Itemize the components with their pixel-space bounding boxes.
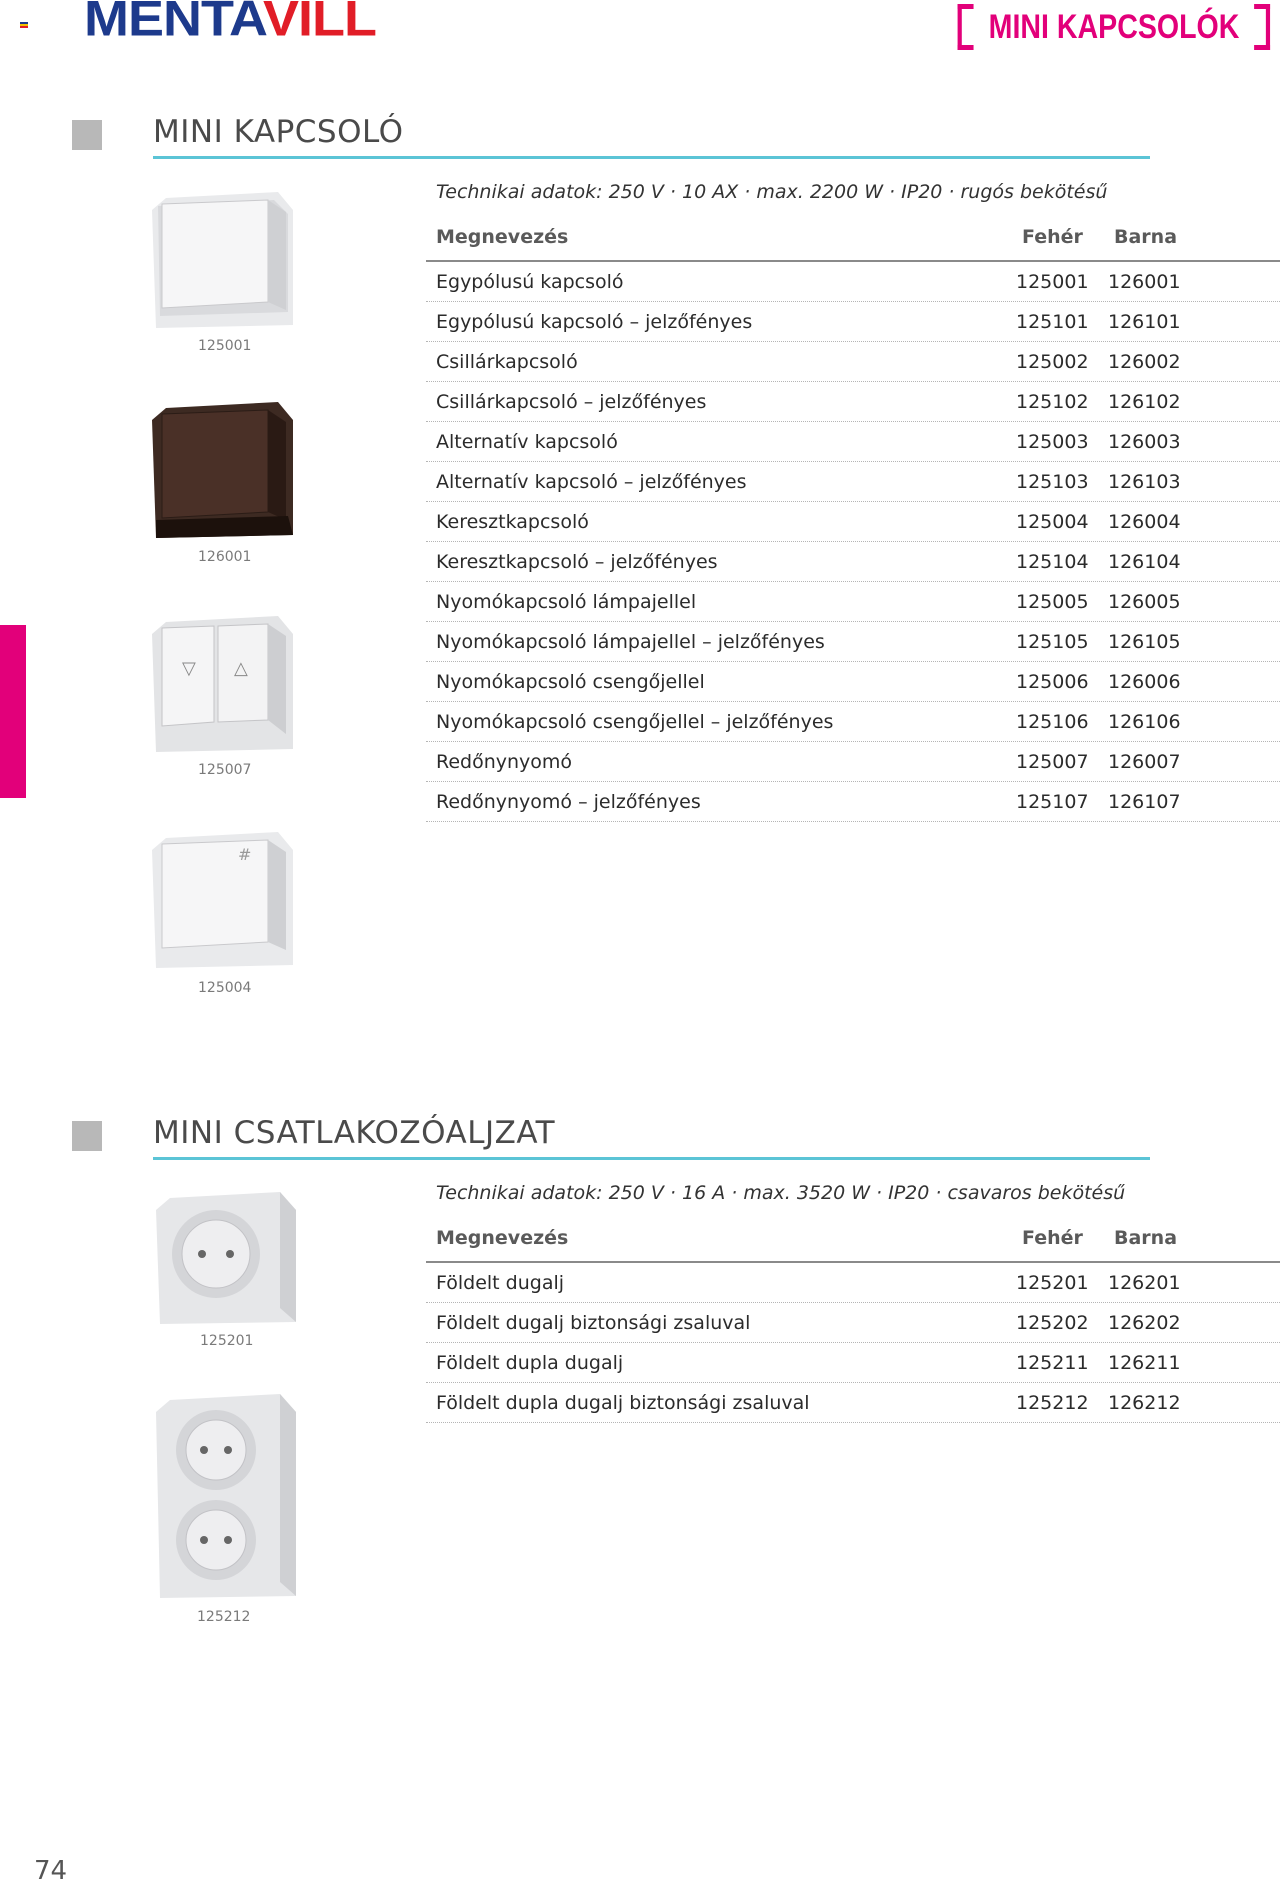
table-row [426,702,1280,742]
white-code-cell: 125201 [1016,1271,1089,1294]
product-name-cell: Egypólusú kapcsoló – jelzőfényes [436,310,753,333]
table-row [426,1383,1280,1423]
brown-code-cell: 126202 [1108,1311,1181,1334]
table-row [426,542,1280,582]
brand-logo: MENTAVILL [84,0,376,47]
product-code-label: 125001 [198,338,252,354]
product-name-cell: Redőnynyomó – jelzőfényes [436,790,701,813]
white-code-cell: 125004 [1016,510,1089,533]
section-divider [153,1157,1150,1160]
brown-code-cell: 126001 [1108,270,1181,293]
product-code-label: 125004 [198,980,252,996]
bracket-right-icon [1254,4,1270,50]
brown-code-cell: 126104 [1108,550,1181,573]
brown-code-cell: 126004 [1108,510,1181,533]
section-title: MINI CSATLAKOZÓALJZAT [153,1115,556,1151]
white-code-cell: 125105 [1016,630,1089,653]
product-name-cell: Csillárkapcsoló [436,350,578,373]
table-row [426,342,1280,382]
brown-code-cell: 126002 [1108,350,1181,373]
section-marker-icon [72,120,102,150]
product-name-cell: Keresztkapcsoló – jelzőfényes [436,550,718,573]
table-row [426,782,1280,822]
product-name-cell: Földelt dupla dugalj [436,1351,624,1374]
brown-code-cell: 126101 [1108,310,1181,333]
brown-code-cell: 126006 [1108,670,1181,693]
product-code-label: 126001 [198,549,252,565]
brown-code-cell: 126102 [1108,390,1181,413]
technical-specs: Technikai adatok: 250 V · 10 AX · max. 2200 W · IP20 · rugós bekötésű [436,181,1108,203]
section-marker-icon [72,1121,102,1151]
table-body [426,1263,1280,1423]
product-name-cell: Egypólusú kapcsoló [436,270,624,293]
cross-switch-icon: # [238,845,252,864]
white-code-cell: 125007 [1016,750,1089,773]
table-body [426,262,1280,822]
white-code-cell: 125106 [1016,710,1089,733]
language-flag-icon [20,22,28,28]
product-name-cell: Alternatív kapcsoló – jelzőfényes [436,470,747,493]
table-row [426,1303,1280,1343]
white-code-cell: 125103 [1016,470,1089,493]
product-name-cell: Nyomókapcsoló csengőjellel [436,670,705,693]
table-row [426,422,1280,462]
white-code-cell: 125107 [1016,790,1089,813]
table-row [426,462,1280,502]
product-name-cell: Földelt dugalj [436,1271,565,1294]
product-name-cell: Nyomókapcsoló lámpajellel – jelzőfényes [436,630,825,653]
product-name-cell: Csillárkapcsoló – jelzőfényes [436,390,707,413]
brown-code-cell: 126005 [1108,590,1181,613]
product-table [426,1215,1280,1423]
white-code-cell: 125202 [1016,1311,1089,1334]
white-code-cell: 125211 [1016,1351,1089,1374]
white-code-cell: 125102 [1016,390,1089,413]
product-name-cell: Földelt dupla dugalj biztonsági zsaluval [436,1391,810,1414]
product-image-125007 [148,614,298,754]
table-row [426,662,1280,702]
brown-code-cell: 126007 [1108,750,1181,773]
white-code-cell: 125212 [1016,1391,1089,1414]
white-code-cell: 125006 [1016,670,1089,693]
table-row [426,1343,1280,1383]
table-row [426,502,1280,542]
brown-code-cell: 126212 [1108,1391,1181,1414]
product-image-125001 [148,190,298,330]
product-table [426,214,1280,822]
col-white-header: Fehér [1022,226,1083,248]
product-name-cell: Alternatív kapcsoló [436,430,618,453]
section-side-tab [0,625,26,798]
col-name-header: Megnevezés [436,226,569,248]
product-code-label: 125212 [197,1609,251,1625]
col-brown-header: Barna [1114,226,1178,248]
technical-specs: Technikai adatok: 250 V · 16 A · max. 3520 W · IP20 · csavaros bekötésű [436,1182,1126,1204]
table-header [426,1215,1280,1263]
white-code-cell: 125005 [1016,590,1089,613]
brown-code-cell: 126107 [1108,790,1181,813]
table-header [426,214,1280,262]
col-brown-header: Barna [1114,1227,1178,1249]
white-code-cell: 125101 [1016,310,1089,333]
white-code-cell: 125104 [1016,550,1089,573]
table-row [426,742,1280,782]
brown-code-cell: 126211 [1108,1351,1181,1374]
product-name-cell: Keresztkapcsoló [436,510,589,533]
section-title: MINI KAPCSOLÓ [153,114,404,150]
bracket-left-icon [957,4,973,50]
section-divider [153,156,1150,159]
category-title: MINI KAPCSOLÓK [957,4,1270,50]
col-white-header: Fehér [1022,1227,1083,1249]
table-row [426,302,1280,342]
product-image-126001 [148,400,298,540]
white-code-cell: 125001 [1016,270,1089,293]
product-image-125004 [148,830,298,970]
down-arrow-icon: ▽ [182,658,196,679]
table-row [426,262,1280,302]
product-image-125201 [152,1190,300,1326]
brown-code-cell: 126105 [1108,630,1181,653]
product-name-cell: Nyomókapcsoló csengőjellel – jelzőfényes [436,710,834,733]
col-name-header: Megnevezés [436,1227,569,1249]
page-number: 74 [34,1856,68,1886]
product-code-label: 125201 [200,1333,254,1349]
product-code-label: 125007 [198,762,252,778]
table-row [426,622,1280,662]
table-row [426,382,1280,422]
brown-code-cell: 126003 [1108,430,1181,453]
product-image-125212 [152,1392,300,1602]
white-code-cell: 125002 [1016,350,1089,373]
up-arrow-icon: △ [234,658,248,679]
table-row [426,1263,1280,1303]
product-name-cell: Redőnynyomó [436,750,573,773]
product-name-cell: Nyomókapcsoló lámpajellel [436,590,697,613]
table-row [426,582,1280,622]
product-name-cell: Földelt dugalj biztonsági zsaluval [436,1311,751,1334]
brown-code-cell: 126106 [1108,710,1181,733]
white-code-cell: 125003 [1016,430,1089,453]
brown-code-cell: 126103 [1108,470,1181,493]
brown-code-cell: 126201 [1108,1271,1181,1294]
